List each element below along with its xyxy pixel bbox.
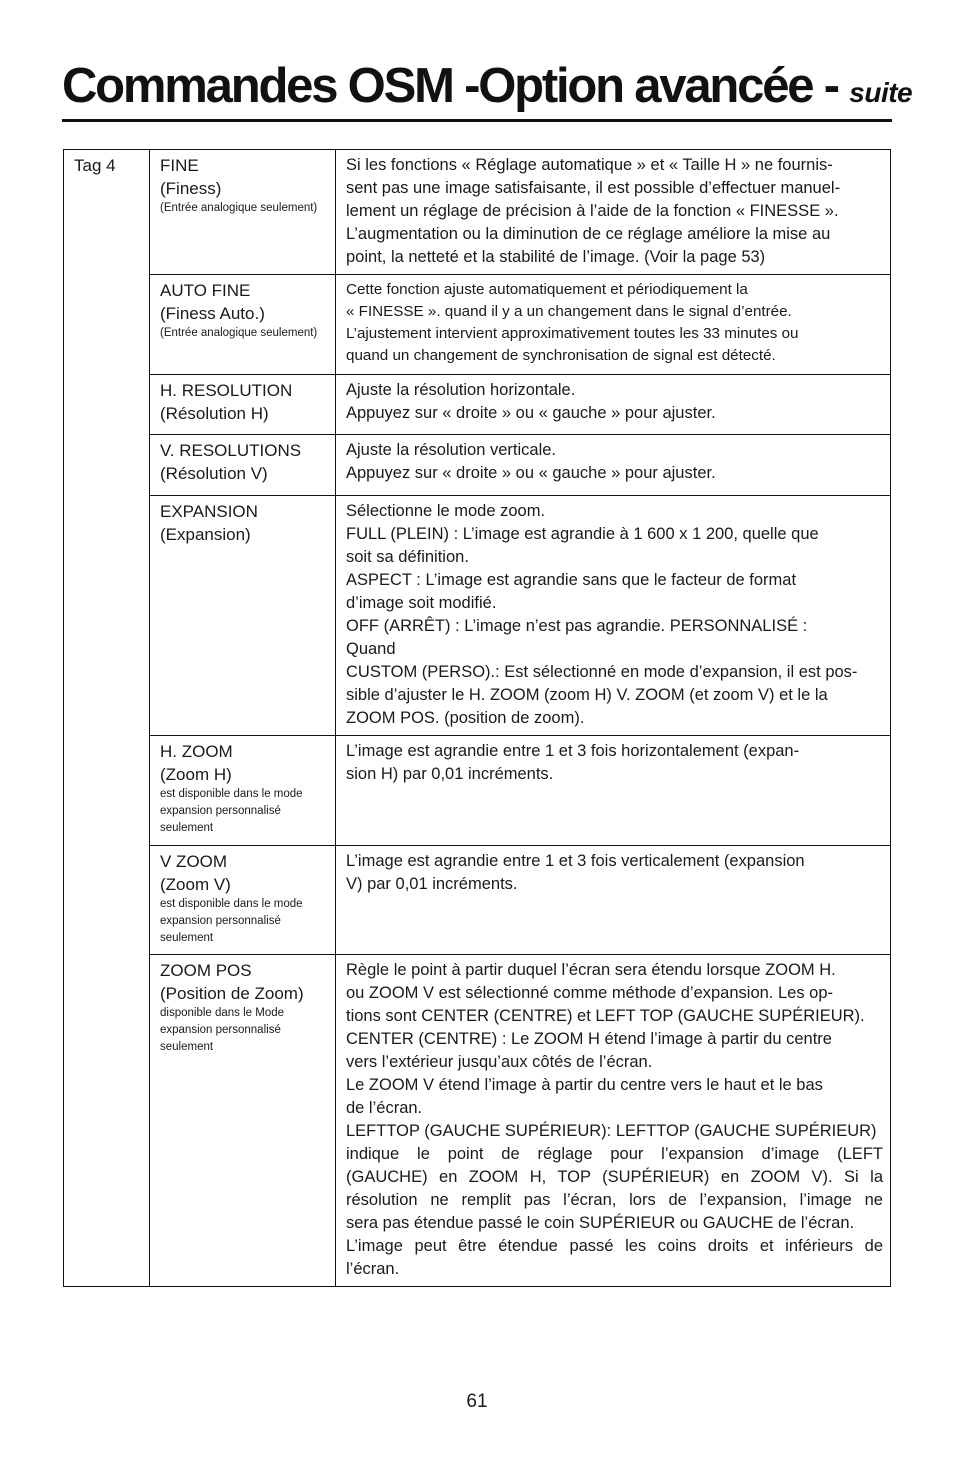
function-cell: [150, 275, 336, 375]
description-line: Appuyez sur « droite » ou « gauche » pour ajuster.: [346, 464, 716, 482]
description-line: vers l’extérieur jusqu’aux côtés de l’écran.: [346, 1053, 653, 1071]
function-cell: [150, 435, 336, 496]
function-cell: [150, 496, 336, 736]
function-cell: [150, 955, 336, 1287]
description-line: sent pas une image satisfaisante, il est possible d’effectuer manuel-: [346, 179, 841, 197]
description: [346, 379, 883, 425]
function-name: H. ZOOM: [160, 742, 233, 761]
description-line: sera pas étendue passé le coin SUPÉRIEUR ou GAUCHE de l’écran.: [346, 1214, 855, 1232]
description-line: quand un changement de synchronisation de signal est détecté.: [346, 347, 776, 364]
description-line: (GAUCHE) en ZOOM H, TOP (SUPÉRIEUR) en ZOOM V). Si la: [346, 1168, 883, 1186]
table-row: [64, 275, 891, 375]
function-note: est disponible dans le mode expansion personnalisé seulement: [160, 788, 303, 834]
title-main: Commandes OSM -Option avancée -: [62, 59, 850, 113]
function-name: AUTO FINE: [160, 281, 251, 300]
description-line: Appuyez sur « droite » ou « gauche » pour ajuster.: [346, 404, 716, 422]
function-name: ZOOM POS: [160, 961, 252, 980]
description-line: tions sont CENTER (CENTRE) et LEFT TOP (GAUCHE SUPÉRIEUR).: [346, 1007, 865, 1025]
description-cell: [336, 275, 891, 375]
description-line: « FINESSE ». quand il y a un changement dans le signal d’entrée.: [346, 303, 792, 320]
function-subname: (Finess): [160, 179, 222, 198]
function-subname: (Finess Auto.): [160, 304, 265, 323]
description-line: Règle le point à partir duquel l’écran sera étendu lorsque ZOOM H.: [346, 961, 836, 979]
page-title: [62, 56, 913, 123]
function-note: (Entrée analogique seulement): [160, 202, 318, 214]
description-line: OFF (ARRÊT) : L’image n’est pas agrandie. PERSONNALISÉ :: [346, 617, 808, 635]
function-name: EXPANSION: [160, 502, 258, 521]
title-suite: suite: [849, 77, 913, 108]
description-cell: [336, 955, 891, 1287]
table-row: [64, 496, 891, 736]
tag-cell: Tag 4: [64, 150, 150, 1287]
function-subname: (Résolution H): [160, 404, 269, 423]
description-cell: [336, 736, 891, 846]
function-name: H. RESOLUTION: [160, 381, 293, 400]
description-line: Ajuste la résolution horizontale.: [346, 381, 576, 399]
description-line: L’image peut être étendue passé les coins droits et inférieurs de: [346, 1237, 883, 1255]
description-cell: [336, 375, 891, 435]
description-cell: [336, 150, 891, 275]
function-cell: [150, 150, 336, 275]
description-line: d’image soit modifié.: [346, 594, 497, 612]
function-note: disponible dans le Mode expansion personnalisé seulement: [160, 1007, 285, 1053]
function-name: V. RESOLUTIONS: [160, 441, 302, 460]
function-subname: (Position de Zoom): [160, 984, 304, 1003]
table-row: [64, 955, 891, 1287]
description-cell: [336, 846, 891, 955]
function-note: est disponible dans le mode expansion personnalisé seulement: [160, 898, 303, 944]
table-row: [64, 150, 891, 275]
description-line: sible d’ajuster le H. ZOOM (zoom H) V. ZOOM (et zoom V) et le la: [346, 686, 828, 704]
function-name: FINE: [160, 156, 199, 175]
function-cell: [150, 846, 336, 955]
description-line: indique le point de réglage pour l’expansion d’image (LEFT: [346, 1145, 883, 1163]
description: [346, 154, 883, 269]
description-line: Le ZOOM V étend l’image à partir du centre vers le haut et le bas: [346, 1076, 823, 1094]
function-subname: (Zoom H): [160, 765, 232, 784]
description: [346, 279, 883, 367]
description: [346, 850, 883, 896]
function-subname: (Zoom V): [160, 875, 231, 894]
description-line: ZOOM POS. (position de zoom).: [346, 709, 585, 727]
osm-table: [63, 149, 891, 1287]
description-line: Ajuste la résolution verticale.: [346, 441, 557, 459]
description-line: ASPECT : L’image est agrandie sans que le facteur de format: [346, 571, 797, 589]
description: [346, 959, 883, 1281]
description-line: soit sa définition.: [346, 548, 469, 566]
description-line: CUSTOM (PERSO).: Est sélectionné en mode d’expansion, il est pos-: [346, 663, 858, 681]
function-subname: (Expansion): [160, 525, 251, 544]
table-row: [64, 375, 891, 435]
description-cell: [336, 496, 891, 736]
description-line: FULL (PLEIN) : L’image est agrandie à 1 600 x 1 200, quelle que: [346, 525, 819, 543]
table-row: [64, 846, 891, 955]
description: [346, 740, 883, 786]
description-line: sion H) par 0,01 incréments.: [346, 765, 554, 783]
function-cell: [150, 736, 336, 846]
description-line: Quand: [346, 640, 396, 658]
function-cell: [150, 375, 336, 435]
page-number: 61: [466, 1391, 488, 1412]
function-subname: (Résolution V): [160, 464, 268, 483]
function-note: (Entrée analogique seulement): [160, 327, 318, 339]
description-line: CENTER (CENTRE) : Le ZOOM H étend l’image à partir du centre: [346, 1030, 832, 1048]
description-line: lement un réglage de précision à l’aide de la fonction « FINESSE ».: [346, 202, 839, 220]
description-line: V) par 0,01 incréments.: [346, 875, 518, 893]
description-line: Sélectionne le mode zoom.: [346, 502, 546, 520]
description-line: Si les fonctions « Réglage automatique » et « Taille H » ne fournis-: [346, 156, 833, 174]
table-row: [64, 435, 891, 496]
description-line: L’ajustement intervient approximativement toutes les 33 minutes ou: [346, 325, 799, 342]
description-cell: [336, 435, 891, 496]
description-line: l’écran.: [346, 1260, 400, 1278]
description: [346, 500, 883, 730]
description-line: LEFTTOP (GAUCHE SUPÉRIEUR): LEFTTOP (GAUCHE SUPÉRIEUR): [346, 1122, 877, 1140]
description-line: résolution ne remplit pas l’écran, lors de l’expansion, l’image ne: [346, 1191, 883, 1209]
table-row: [64, 736, 891, 846]
description-line: L’augmentation ou la diminution de ce réglage améliore la mise au: [346, 225, 831, 243]
description: [346, 439, 883, 485]
function-name: V ZOOM: [160, 852, 228, 871]
description-line: point, la netteté et la stabilité de l’image. (Voir la page 53): [346, 248, 766, 266]
description-line: Cette fonction ajuste automatiquement et périodiquement la: [346, 281, 748, 298]
title-rule: [62, 119, 892, 122]
description-line: L’image est agrandie entre 1 et 3 fois horizontalement (expan-: [346, 742, 800, 760]
description-line: ou ZOOM V est sélectionné comme méthode d’expansion. Les op-: [346, 984, 833, 1002]
description-line: L’image est agrandie entre 1 et 3 fois verticalement (expansion: [346, 852, 805, 870]
description-line: de l’écran.: [346, 1099, 423, 1117]
